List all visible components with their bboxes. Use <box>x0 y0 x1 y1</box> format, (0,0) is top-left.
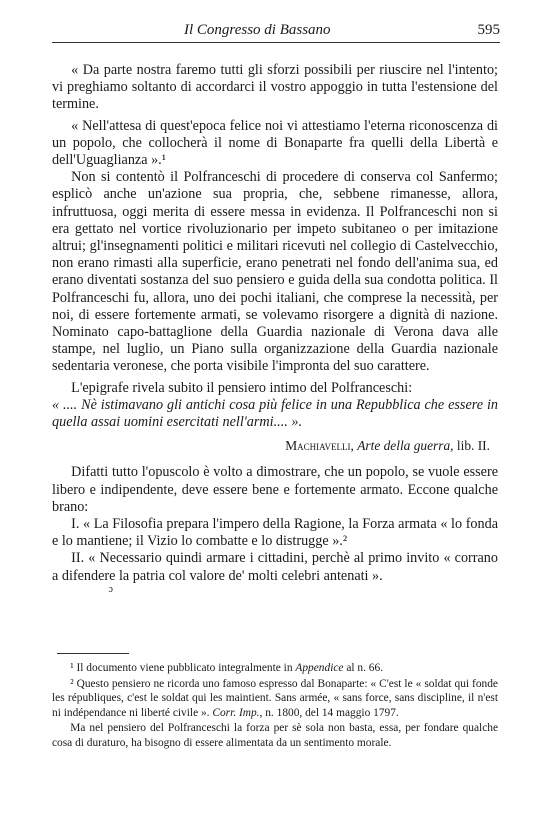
epigraph-citation <box>52 437 490 454</box>
page-header <box>52 20 500 43</box>
list-item-1: I. « La Filosofia prepara l'impero della Ragione, la Forza armata « lo fonda e lo mantiene; il Vizio lo combatte e lo distrugge ».² <box>52 516 498 550</box>
citation-ref: lib. II. <box>456 438 490 454</box>
paragraph-epigraph-intro: L'epigrafe rivela subito il pensiero intimo del Polfranceschi: <box>71 379 413 396</box>
page-number: 595 <box>477 22 500 38</box>
paragraph-pamphlet: Difatti tutto l'opuscolo è volto a dimostrare, che un popolo, se vuole essere libero e indipendente, deve essere bene e fortemente armato. Eccone qualche brano: <box>52 464 498 515</box>
main-text <box>52 62 498 595</box>
epigraph-quote: « .... Nè istimavano gli antichi cosa più felice in una Repubblica che essere in quella assai uomini esercitati nell'armi.... ». <box>52 396 498 431</box>
paragraph-appeal: « Da parte nostra faremo tutti gli sforzi possibili per riuscire nel l'intento; vi preghiamo soltanto di accordarci il vostro appoggio in tutta l'estensione del termine. <box>52 62 498 113</box>
citation-work: Arte della guerra, <box>357 438 454 454</box>
paragraph-gratitude: « Nell'attesa di quest'epoca felice noi vi attestiamo l'eterna riconoscenza di un popolo, che collocherà il nome di Bonaparte fra quelli della Libertà e dell'Uguaglianza ».¹ <box>52 117 498 169</box>
footnote-2: ² Questo pensiero ne ricorda uno famoso espresso dal Bonaparte: « C'est le « soldat qui fonde les républiques, c'est le soldat qui les maintient. Sans armée, « sans force, sans discipline, il n'est ni indépendance ni liberté civile ». Corr. Imp., n. 1800, del 14 maggio 1797. <box>52 677 498 719</box>
paragraph-polfranceschi: Non si contentò il Polfranceschi di procedere di conserva col Sanfermo; esplicò anche un'azione sua propria, che, sebbene rimanesse, allora, infruttuosa, oggi merita di essere messa in evidenza. Il Polfranceschi non si era gettato nel vortice rivoluzionario per impeto subitaneo o per imitazione altrui; gl'insegnamenti politici e militari ricevuti nel collegio di Castelvecchio, non erano rimasti alla superficie, erano penetrati nel fondo dell'anima sua, ed erano diventati sostanza del suo pensiero e guida della sua condotta politica. Il Polfranceschi fu, allora, uno dei pochi italiani, che comprese la necessità, per noi, di essere fortemente armati, se volevamo risorgere a dignità di nazione. Nominato capo-battaglione della Guardia nazionale di Verona dava alle stampe, nel luglio, un Piano sulla organizzazione della Guardia nazionale sedentaria veronese, che porta visibile l'impronta del suo carattere. <box>52 169 498 375</box>
footnote-continuation: Ma nel pensiero del Polfranceschi la forza per sè sola non basta, essa, per fondare qualche cosa di duraturo, ha bisogno di essere alimentata da un sentimento morale. <box>52 722 498 749</box>
footnote-divider <box>57 653 129 654</box>
list-item-2: II. « Necessario quindi armare i cittadini, perchè al primo invito « corrano a difendere la patria col valore de' molti celebri antenati ». <box>52 550 498 584</box>
footnote-1: ¹ Il documento viene pubblicato integralmente in Appendice al n. 66. <box>70 662 384 674</box>
citation-author: Machiavelli, <box>285 438 354 454</box>
footnotes <box>52 661 498 751</box>
running-title: Il Congresso di Bassano <box>184 22 331 38</box>
stray-mark: ɔ <box>108 583 113 595</box>
